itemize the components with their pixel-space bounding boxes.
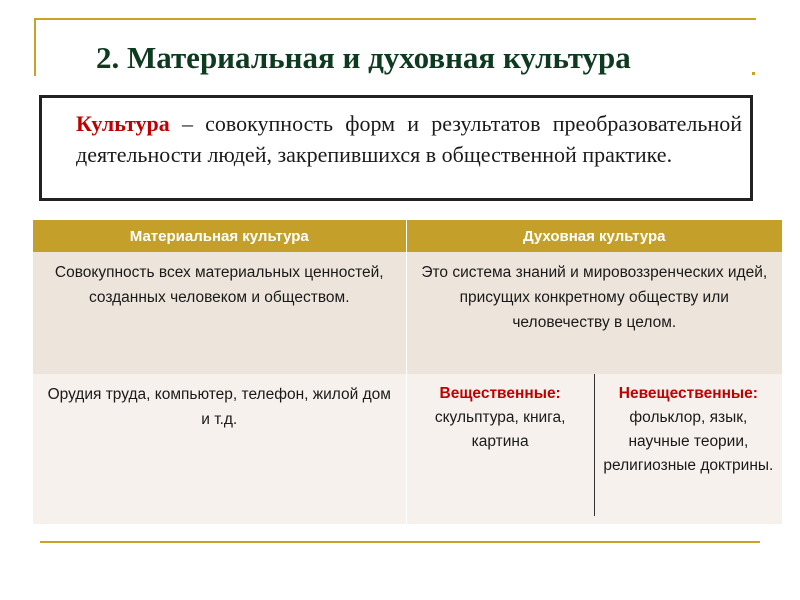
slide-title: 2. Материальная и духовная культура bbox=[96, 40, 631, 75]
header-material-culture: Материальная культура bbox=[33, 220, 406, 252]
definition-term: Культура bbox=[76, 111, 170, 136]
decorative-dot bbox=[752, 72, 755, 75]
table-row bbox=[33, 252, 782, 374]
decorative-frame-left bbox=[34, 18, 36, 76]
intangible-text: фольклор, язык, научные теории, религиозные доктрины. bbox=[603, 409, 774, 474]
decorative-bottom-line bbox=[40, 541, 760, 543]
decorative-frame-top bbox=[34, 18, 756, 20]
intangible-examples bbox=[595, 374, 782, 516]
tangible-examples bbox=[407, 374, 595, 516]
intangible-heading: Невещественные: bbox=[618, 385, 758, 402]
material-examples-cell: Орудия труда, компьютер, телефон, жилой дом и т.д. bbox=[33, 374, 406, 524]
material-definition-cell: Совокупность всех материальных ценностей, созданных человеком и обществом. bbox=[33, 252, 406, 374]
tangible-heading: Вещественные: bbox=[439, 385, 561, 402]
culture-comparison-table bbox=[33, 220, 782, 524]
header-spiritual-culture: Духовная культура bbox=[406, 220, 782, 252]
spiritual-definition-cell: Это система знаний и мировоззренческих идей, присущих конкретному обществу или человечеству в целом. bbox=[406, 252, 782, 374]
tangible-text: скульптура, книга, картина bbox=[434, 409, 566, 450]
definition-text: – совокупность форм и результатов преобразовательной деятельности людей, закрепившихся в общественной практике. bbox=[76, 111, 742, 167]
spiritual-examples-cell bbox=[406, 374, 782, 524]
definition-box bbox=[39, 95, 753, 201]
table-header-row bbox=[33, 220, 782, 252]
table-row bbox=[33, 374, 782, 524]
